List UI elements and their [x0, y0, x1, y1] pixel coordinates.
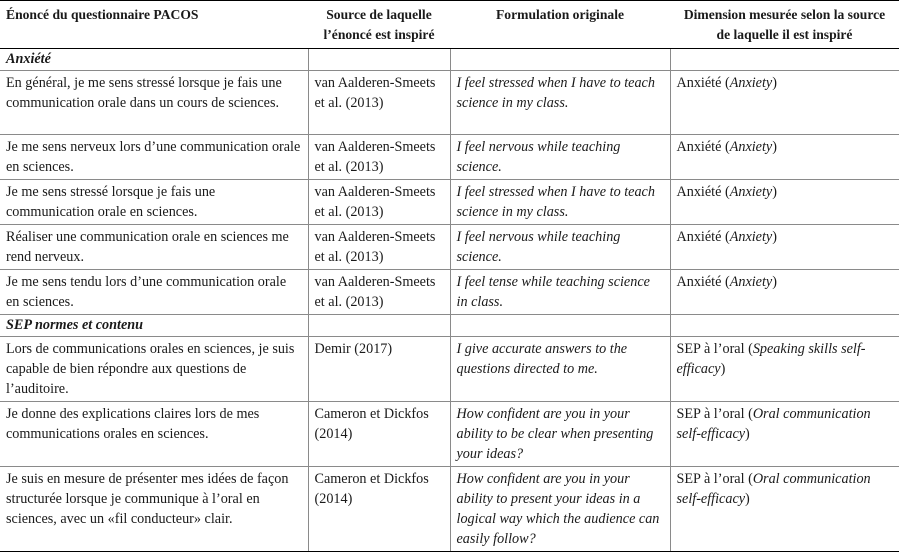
dimension-close: ) — [745, 491, 750, 507]
original-cell: I feel stressed when I have to teach science in my class. — [450, 180, 670, 225]
dimension-cell — [670, 467, 899, 552]
dimension-english: Anxiety — [729, 184, 773, 200]
header-original: Formulation originale — [450, 1, 670, 49]
original-cell: I feel nervous while teaching science. — [450, 225, 670, 270]
dimension-close: ) — [772, 75, 777, 91]
original-cell: How confident are you in your ability to present your ideas in a logical way which the audience can easily follow? — [450, 467, 670, 552]
dimension-label: Anxiété ( — [676, 274, 730, 290]
table-row — [0, 337, 899, 402]
section-title: Anxiété — [0, 49, 308, 71]
original-cell: I feel tense while teaching science in class. — [450, 270, 670, 315]
source-cell: Demir (2017) — [308, 337, 450, 402]
dimension-close: ) — [745, 426, 750, 442]
dimension-close: ) — [720, 361, 726, 377]
dimension-label: SEP à l’oral ( — [676, 341, 753, 357]
dimension-close: ) — [772, 184, 777, 200]
original-cell: How confident are you in your ability to be clear when presenting your ideas? — [450, 402, 670, 467]
statement-cell: Je me sens nerveux lors d’une communication orale en sciences. — [0, 135, 308, 180]
source-cell: van Aalderen-Smeets et al. (2013) — [308, 135, 450, 180]
original-cell: I give accurate answers to the questions directed to me. — [450, 337, 670, 402]
table-row — [0, 180, 899, 225]
header-source: Source de laquelle l’énoncé est inspiré — [308, 1, 450, 49]
header-statement: Énoncé du questionnaire PACOS — [0, 1, 308, 49]
source-cell: van Aalderen-Smeets et al. (2013) — [308, 225, 450, 270]
source-cell: Cameron et Dickfos (2014) — [308, 467, 450, 552]
section-row-sep — [0, 315, 899, 337]
dimension-close: ) — [772, 139, 777, 155]
dimension-english: Anxiety — [729, 229, 773, 245]
table-row — [0, 467, 899, 552]
table-row — [0, 225, 899, 270]
dimension-english: Oral communication self-efficacy — [676, 406, 871, 442]
table-row — [0, 270, 899, 315]
dimension-english: Anxiety — [729, 139, 773, 155]
dimension-cell — [670, 270, 899, 315]
header-dimension: Dimension mesurée selon la source de laquelle il est inspiré — [670, 1, 899, 49]
table-header-row — [0, 1, 899, 49]
dimension-english: Oral communication self-efficacy — [676, 471, 871, 507]
statement-cell: Je me sens stressé lorsque je fais une communication orale en sciences. — [0, 180, 308, 225]
statement-cell: En général, je me sens stressé lorsque je fais une communication orale dans un cours de sciences. — [0, 71, 308, 135]
dimension-label: SEP à l’oral ( — [676, 406, 753, 422]
table-row — [0, 402, 899, 467]
dimension-cell — [670, 71, 899, 135]
dimension-label: SEP à l’oral ( — [676, 471, 753, 487]
dimension-english: Speaking skills self-efficacy — [676, 341, 866, 377]
dimension-cell — [670, 337, 899, 402]
dimension-label: Anxiété ( — [676, 139, 730, 155]
table-row — [0, 71, 899, 135]
dimension-cell — [670, 180, 899, 225]
statement-cell: Je suis en mesure de présenter mes idées de façon structurée lorsque je communique à l’oral en sciences, avec un «fil conducteur» clair. — [0, 467, 308, 552]
section-row-anxiety — [0, 49, 899, 71]
dimension-label: Anxiété ( — [676, 229, 730, 245]
dimension-label: Anxiété ( — [676, 184, 730, 200]
section-title: SEP normes et contenu — [0, 315, 308, 337]
statement-cell: Réaliser une communication orale en sciences me rend nerveux. — [0, 225, 308, 270]
dimension-cell — [670, 135, 899, 180]
dimension-close: ) — [772, 229, 777, 245]
original-cell: I feel nervous while teaching science. — [450, 135, 670, 180]
original-cell: I feel stressed when I have to teach science in my class. — [450, 71, 670, 135]
source-cell: van Aalderen-Smeets et al. (2013) — [308, 180, 450, 225]
dimension-cell — [670, 402, 899, 467]
dimension-english: Anxiety — [729, 274, 773, 290]
dimension-close: ) — [772, 274, 777, 290]
dimension-english: Anxiety — [729, 75, 773, 91]
dimension-label: Anxiété ( — [676, 75, 730, 91]
table-row — [0, 135, 899, 180]
source-cell: van Aalderen-Smeets et al. (2013) — [308, 71, 450, 135]
source-cell: van Aalderen-Smeets et al. (2013) — [308, 270, 450, 315]
dimension-cell — [670, 225, 899, 270]
statement-cell: Je me sens tendu lors d’une communication orale en sciences. — [0, 270, 308, 315]
statement-cell: Lors de communications orales en sciences, je suis capable de bien répondre aux questions de l’auditoire. — [0, 337, 308, 402]
statement-cell: Je donne des explications claires lors de mes communications orales en sciences. — [0, 402, 308, 467]
source-cell: Cameron et Dickfos (2014) — [308, 402, 450, 467]
